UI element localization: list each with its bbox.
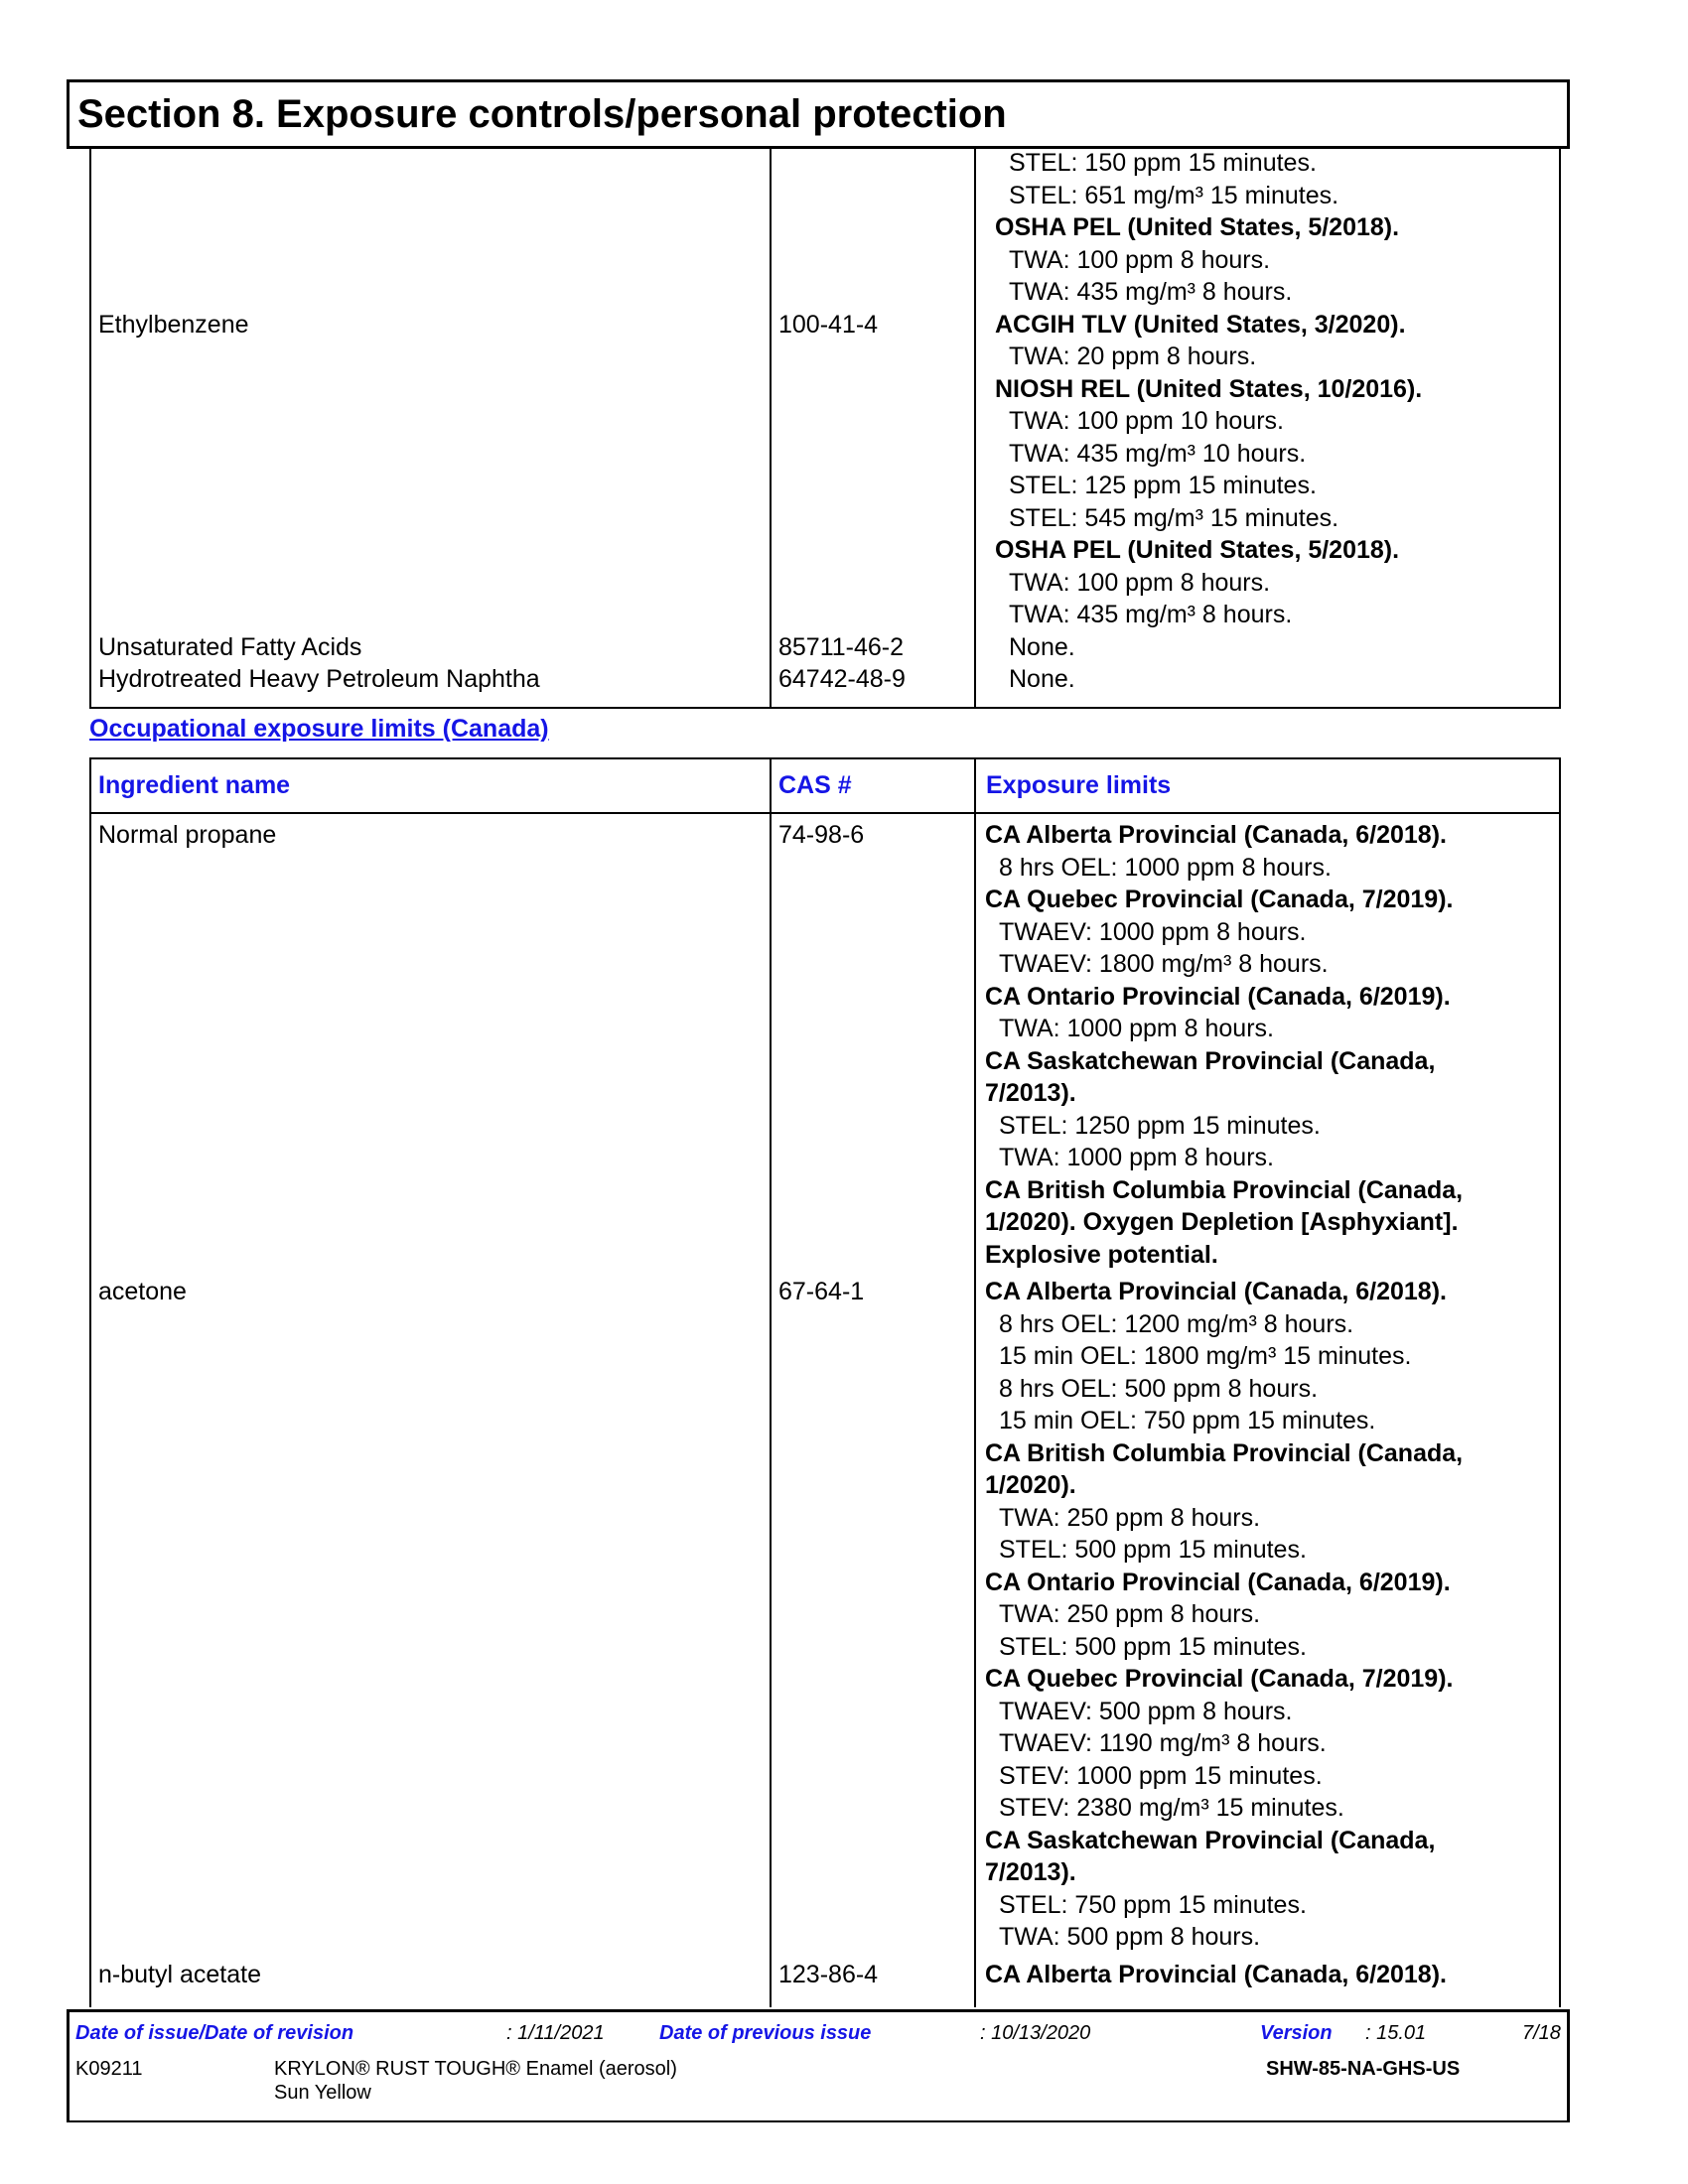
limit-value: 8 hrs OEL: 500 ppm 8 hours.: [999, 1374, 1319, 1403]
limit-value: TWAEV: 500 ppm 8 hours.: [999, 1697, 1293, 1725]
cas-number: 64742-48-9: [778, 665, 906, 693]
limit-authority: CA Alberta Provincial (Canada, 6/2018).: [985, 1278, 1447, 1305]
exposure-limits: [974, 147, 1561, 631]
canada-exposure-table: [89, 757, 1561, 2007]
table-border: [89, 146, 91, 707]
table-border: [1559, 146, 1561, 707]
limit-authority: CA Ontario Provincial (Canada, 6/2019).: [985, 1568, 1451, 1596]
version-label: Version: [1260, 2022, 1333, 2044]
limit-value: TWA: 100 ppm 8 hours.: [1009, 568, 1271, 597]
limit-authority: CA Alberta Provincial (Canada, 6/2018).: [985, 1960, 1447, 1988]
document-code: SHW-85-NA-GHS-US: [1266, 2058, 1461, 2080]
limit-value: TWA: 250 ppm 8 hours.: [999, 1503, 1261, 1532]
limit-value: STEL: 750 ppm 15 minutes.: [999, 1890, 1307, 1919]
table-border: [89, 759, 91, 2007]
limit-value: STEL: 150 ppm 15 minutes.: [1009, 149, 1317, 177]
limit-value: 15 min OEL: 750 ppm 15 minutes.: [999, 1407, 1376, 1434]
limit-value: TWA: 250 ppm 8 hours.: [999, 1600, 1261, 1628]
header-ingredient-name: Ingredient name: [98, 771, 291, 799]
limit-value: 8 hrs OEL: 1000 ppm 8 hours.: [999, 853, 1332, 882]
limit-authority: CA British Columbia Provincial (Canada,: [985, 1438, 1464, 1467]
limit-authority: CA Quebec Provincial (Canada, 7/2019).: [985, 1665, 1454, 1693]
limit-authority: OSHA PEL (United States, 5/2018).: [995, 213, 1400, 241]
ingredient-name: Hydrotreated Heavy Petroleum Naphtha: [98, 665, 540, 693]
page-number: 7/18: [1522, 2022, 1561, 2044]
ingredient-name: Ethylbenzene: [98, 310, 249, 339]
limit-value: STEL: 125 ppm 15 minutes.: [1009, 472, 1317, 499]
limit-value: TWA: 435 mg/m³ 8 hours.: [1009, 601, 1293, 628]
ingredient-name: Unsaturated Fatty Acids: [98, 632, 362, 661]
product-name: KRYLON® RUST TOUGH® Enamel (aerosol): [274, 2058, 677, 2080]
issue-date-label: Date of issue/Date of revision: [75, 2022, 354, 2044]
limit-value: None.: [1009, 632, 1075, 661]
table-border: [1559, 759, 1561, 2007]
limit-value: TWAEV: 1000 ppm 8 hours.: [999, 917, 1307, 946]
limit-value: TWA: 435 mg/m³ 10 hours.: [1009, 439, 1307, 468]
limit-value: STEL: 1250 ppm 15 minutes.: [999, 1111, 1321, 1140]
limit-value: TWA: 1000 ppm 8 hours.: [999, 1015, 1274, 1042]
limit-value: 8 hrs OEL: 1200 mg/m³ 8 hours.: [999, 1309, 1354, 1338]
column-divider: [770, 146, 772, 707]
version-value: : 15.01: [1365, 2022, 1427, 2044]
cas-number: 67-64-1: [778, 1278, 865, 1305]
product-code: K09211: [75, 2058, 143, 2080]
table-row: [89, 663, 1561, 696]
limit-authority: CA Saskatchewan Provincial (Canada,: [985, 1046, 1436, 1075]
limit-value: TWA: 100 ppm 8 hours.: [1009, 245, 1271, 274]
ingredient-name: Normal propane: [98, 821, 277, 849]
limit-value: STEV: 1000 ppm 15 minutes.: [999, 1761, 1323, 1790]
ingredient-name: acetone: [98, 1278, 187, 1305]
page-footer: [67, 2009, 1570, 2122]
limit-value: STEL: 500 ppm 15 minutes.: [999, 1632, 1307, 1661]
exposure-limits: [974, 663, 1561, 696]
table-row: [89, 814, 1561, 1271]
table-header-row: [89, 759, 1561, 814]
table-row: [89, 147, 1561, 631]
cas-number: 100-41-4: [778, 310, 879, 339]
table-row: [89, 1954, 1561, 1991]
limit-authority: OSHA PEL (United States, 5/2018).: [995, 536, 1400, 564]
limit-value: TWA: 1000 ppm 8 hours.: [999, 1144, 1274, 1171]
exposure-limits: [974, 1276, 1561, 1954]
limit-value: STEL: 500 ppm 15 minutes.: [999, 1536, 1307, 1564]
limit-authority: ACGIH TLV (United States, 3/2020).: [995, 310, 1406, 339]
table-row: [89, 1271, 1561, 1954]
section-title: Section 8. Exposure controls/personal protection: [77, 92, 1007, 136]
limit-value: None.: [1009, 665, 1075, 693]
column-divider: [770, 759, 772, 2007]
limit-authority: CA Quebec Provincial (Canada, 7/2019).: [985, 886, 1454, 913]
ingredient-name: n-butyl acetate: [98, 1960, 261, 1988]
limit-authority: 7/2013).: [985, 1858, 1076, 1886]
exposure-limits: [974, 631, 1561, 664]
issue-date-value: : 1/11/2021: [506, 2022, 605, 2044]
exposure-limits: [974, 1959, 1561, 1991]
cas-number: 85711-46-2: [778, 632, 905, 661]
table-row: [89, 631, 1561, 664]
limit-value: TWA: 500 ppm 8 hours.: [999, 1923, 1261, 1951]
section-title-box: [67, 79, 1570, 149]
limit-authority: CA Alberta Provincial (Canada, 6/2018).: [985, 821, 1447, 849]
limit-authority: 1/2020).: [985, 1471, 1076, 1499]
header-cas: CAS #: [778, 771, 852, 799]
limit-value: TWA: 100 ppm 10 hours.: [1009, 407, 1284, 435]
limit-authority: 1/2020). Oxygen Depletion [Asphyxiant].: [985, 1208, 1459, 1236]
canada-exposure-limits-link[interactable]: Occupational exposure limits (Canada): [89, 715, 549, 743]
column-divider: [974, 759, 976, 2007]
limit-value: TWA: 20 ppm 8 hours.: [1009, 342, 1257, 370]
previous-issue-label: Date of previous issue: [659, 2022, 872, 2044]
limit-value: STEL: 545 mg/m³ 15 minutes.: [1009, 503, 1339, 532]
limit-authority: Explosive potential.: [985, 1240, 1218, 1269]
limit-value: TWA: 435 mg/m³ 8 hours.: [1009, 278, 1293, 306]
limit-value: TWAEV: 1190 mg/m³ 8 hours.: [999, 1729, 1327, 1757]
column-divider: [974, 146, 976, 707]
exposure-limits: [974, 819, 1561, 1271]
limit-value: 15 min OEL: 1800 mg/m³ 15 minutes.: [999, 1342, 1412, 1370]
limit-authority: CA Saskatchewan Provincial (Canada,: [985, 1826, 1436, 1854]
limit-authority: CA British Columbia Provincial (Canada,: [985, 1175, 1464, 1204]
previous-issue-value: : 10/13/2020: [980, 2022, 1091, 2044]
limit-authority: NIOSH REL (United States, 10/2016).: [995, 374, 1423, 403]
header-exposure-limits: Exposure limits: [986, 771, 1172, 799]
limit-value: TWAEV: 1800 mg/m³ 8 hours.: [999, 950, 1329, 978]
cas-number: 123-86-4: [778, 1960, 879, 1988]
product-color: Sun Yellow: [274, 2082, 371, 2104]
limit-authority: 7/2013).: [985, 1079, 1076, 1107]
limit-value: STEV: 2380 mg/m³ 15 minutes.: [999, 1794, 1344, 1822]
us-exposure-table: [89, 146, 1561, 709]
limit-value: STEL: 651 mg/m³ 15 minutes.: [1009, 181, 1339, 209]
limit-authority: CA Ontario Provincial (Canada, 6/2019).: [985, 982, 1451, 1011]
cas-number: 74-98-6: [778, 821, 865, 849]
